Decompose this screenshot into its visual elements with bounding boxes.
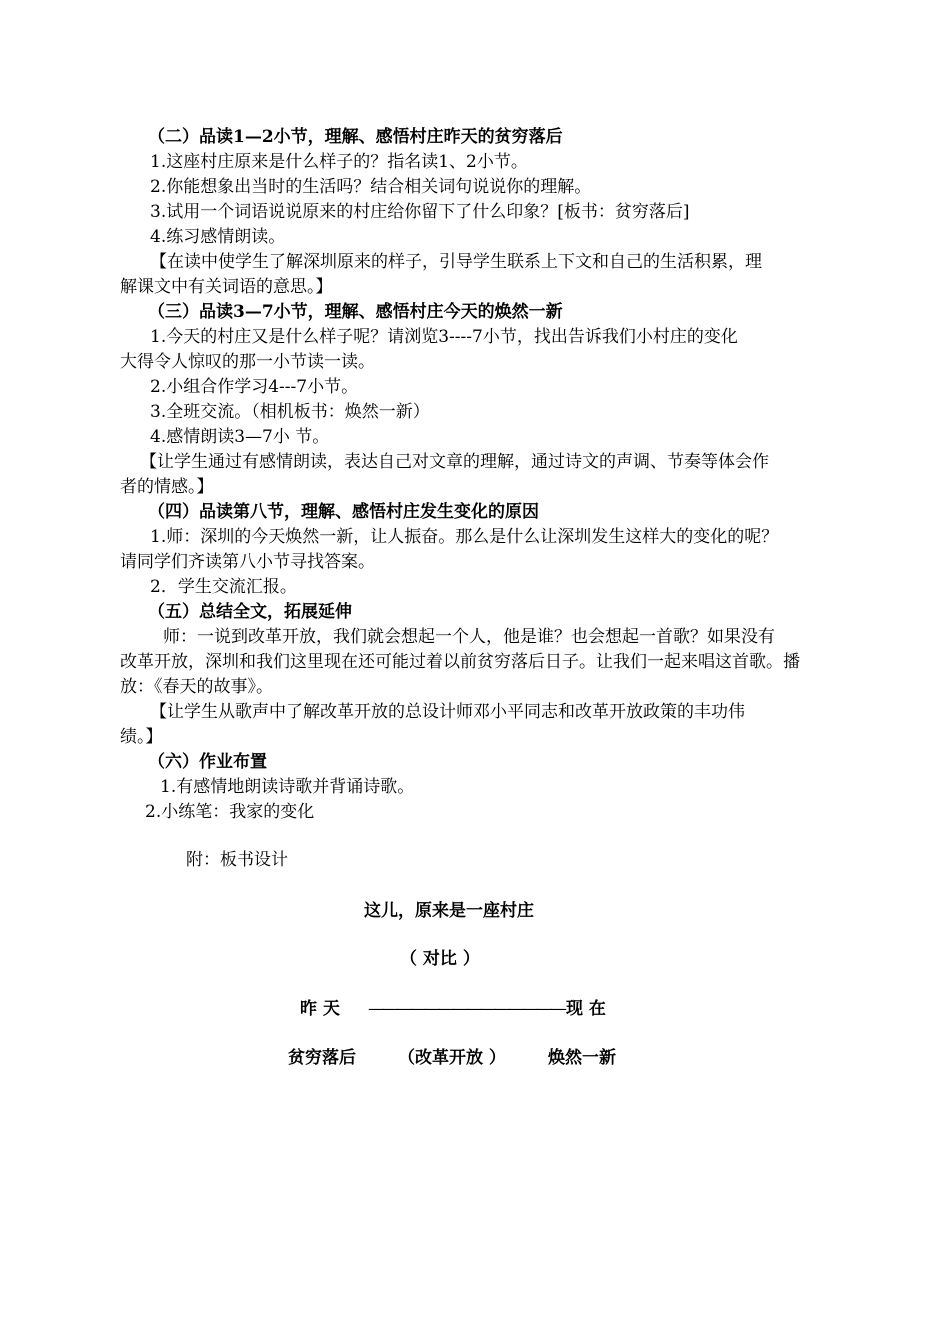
- board-title: 这儿，原来是一座村庄: [364, 901, 534, 921]
- paragraph-line: 【让学生从歌声中了解改革开放的总设计师邓小平同志和改革开放政策的丰功伟: [150, 702, 745, 722]
- paragraph-line: 放：《春天的故事》。: [120, 677, 273, 697]
- paragraph-line: 4.练习感情朗读。: [150, 227, 286, 247]
- paragraph-line: 4.感情朗读3—7小 节。: [150, 427, 330, 447]
- paragraph-line: 3.试用一个词语说说原来的村庄给你留下了什么印象？[板书：贫穷落后]: [150, 202, 690, 222]
- paragraph-line: 者的情感。】: [120, 477, 214, 497]
- board-yesterday: 昨 天: [300, 999, 340, 1019]
- paragraph-line: 大得令人惊叹的那一小节读一读。: [120, 352, 375, 372]
- board-renewed: 焕然一新: [548, 1048, 616, 1068]
- section-heading-3: （三）品读3—7小节，理解、感悟村庄今天的焕然一新: [148, 302, 563, 322]
- paragraph-line: 1.师：深圳的今天焕然一新，让人振奋。那么是什么让深圳发生这样大的变化的呢？: [150, 527, 779, 547]
- section-heading-5: （五）总结全文，拓展延伸: [148, 602, 352, 622]
- board-timeline-row: [0, 996, 950, 1022]
- board-dash: ——————————————: [368, 999, 564, 1019]
- board-reform: （改革开放 ）: [398, 1048, 506, 1068]
- board-poor: 贫穷落后: [288, 1048, 356, 1068]
- paragraph-line: 【在读中使学生了解深圳原来的样子，引导学生联系上下文和自己的生活积累，理: [150, 252, 762, 272]
- section-heading-6: （六）作业布置: [148, 752, 267, 772]
- board-title-row: [0, 898, 950, 924]
- board-contrast-row: [0, 946, 950, 972]
- board-contrast: （ 对比 ）: [400, 949, 480, 969]
- appendix-label: 附：板书设计: [186, 850, 288, 870]
- paragraph-line: 师：一说到改革开放，我们就会想起一个人，他是谁？也会想起一首歌？如果没有: [163, 627, 775, 647]
- paragraph-line: 3.全班交流。（相机板书：焕然一新）: [150, 402, 430, 422]
- paragraph-line: 2.小组合作学习4---7小节。: [150, 377, 359, 397]
- section-heading-2: （二）品读1—2小节，理解、感悟村庄昨天的贫穷落后: [148, 127, 563, 147]
- section-heading-4: （四）品读第八节，理解、感悟村庄发生变化的原因: [148, 502, 539, 522]
- board-summary-row: [0, 1045, 950, 1071]
- board-now: 现 在: [566, 999, 606, 1019]
- paragraph-line: 2.小练笔：我家的变化: [145, 802, 315, 822]
- paragraph-line: 2．学生交流汇报。: [150, 577, 297, 597]
- paragraph-line: 2.你能想象出当时的生活吗？结合相关词句说说你的理解。: [150, 177, 592, 197]
- paragraph-line: 【让学生通过有感情朗读，表达自己对文章的理解，通过诗文的声调、节奏等体会作: [140, 452, 769, 472]
- paragraph-line: 1.有感情地朗读诗歌并背诵诗歌。: [160, 777, 415, 797]
- paragraph-line: 绩。】: [120, 727, 163, 747]
- paragraph-line: 请同学们齐读第八小节寻找答案。: [120, 552, 375, 572]
- paragraph-line: 改革开放，深圳和我们这里现在还可能过着以前贫穷落后日子。让我们一起来唱这首歌。播: [120, 652, 800, 672]
- paragraph-line: 1.这座村庄原来是什么样子的？指名读1、2小节。: [150, 152, 528, 172]
- paragraph-line: 解课文中有关词语的意思。】: [120, 277, 333, 297]
- paragraph-line: 1.今天的村庄又是什么样子呢？请浏览3----7小节，找出告诉我们小村庄的变化: [150, 327, 738, 347]
